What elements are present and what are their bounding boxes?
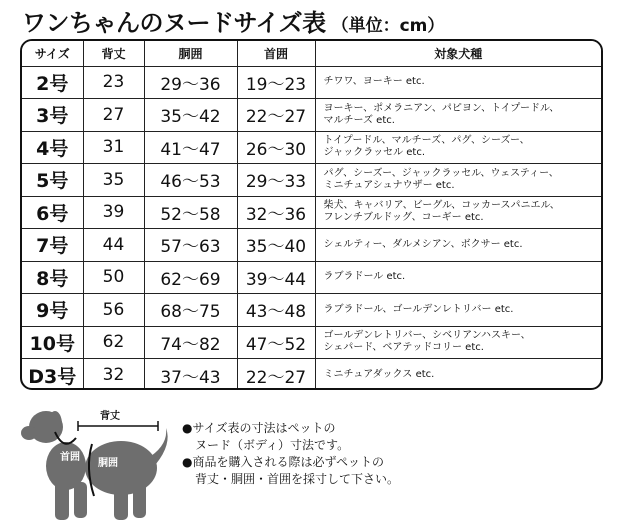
chest-girth-cell: 52〜58 — [144, 196, 237, 229]
table-row — [22, 294, 601, 327]
table-row — [22, 66, 601, 99]
table-row — [22, 164, 601, 197]
size-table-container — [20, 39, 603, 390]
page-title — [22, 3, 444, 37]
back-length-cell: 27 — [83, 99, 144, 132]
neck-girth-label: 首囲 — [60, 452, 80, 463]
note-line-1: ●サイズ表の寸法はペットの — [182, 421, 336, 435]
size-cell: 4号 — [22, 131, 83, 164]
header-neck-girth: 首囲 — [237, 41, 315, 66]
size-table — [22, 41, 601, 390]
table-row — [22, 359, 601, 391]
back-length-cell: 50 — [83, 261, 144, 294]
breeds-cell — [315, 261, 601, 294]
size-cell: 3号 — [22, 99, 83, 132]
size-cell: 8号 — [22, 261, 83, 294]
neck-girth-cell: 47〜52 — [237, 326, 315, 359]
breed-line: ミニチュアダックス etc. — [323, 369, 435, 380]
table-row — [22, 196, 601, 229]
breed-line: ラブラドール、ゴールデンレトリバー etc. — [323, 303, 514, 315]
measurement-notes — [182, 420, 602, 488]
neck-girth-cell: 39〜44 — [237, 261, 315, 294]
breeds-cell — [315, 359, 601, 391]
back-length-cell: 56 — [83, 294, 144, 327]
neck-girth-cell: 22〜27 — [237, 99, 315, 132]
neck-girth-cell: 19〜23 — [237, 66, 315, 99]
size-cell: 9号 — [22, 294, 83, 327]
back-length-label: 背丈 — [100, 411, 120, 422]
header-chest-girth: 胴囲 — [144, 41, 237, 66]
size-cell: 7号 — [22, 229, 83, 262]
header-size: サイズ — [22, 41, 83, 66]
title-unit: （単位：cm） — [331, 16, 445, 36]
table-row — [22, 229, 601, 262]
breed-line: パグ、シーズー、ジャックラッセル、ウェスティー、 — [323, 167, 559, 179]
chest-girth-cell: 41〜47 — [144, 131, 237, 164]
breed-line: トイプードル、マルチーズ、パグ、シーズー、 — [323, 135, 530, 147]
table-header-row — [22, 41, 601, 66]
breed-line: ミニチュアシュナウザー etc. — [323, 179, 455, 191]
neck-girth-cell: 22〜27 — [237, 359, 315, 391]
breed-line: ジャックラッセル etc. — [323, 147, 426, 159]
note-line-2: ヌード（ボディ）寸法です。 — [195, 438, 350, 452]
breed-line: ゴールデンレトリバー、シベリアンハスキー、 — [323, 330, 531, 342]
breeds-cell — [315, 66, 601, 99]
table-row — [22, 326, 601, 359]
table-row — [22, 99, 601, 132]
breeds-cell — [315, 164, 601, 197]
size-cell: D3号 — [22, 359, 83, 391]
breed-line: チワワ、ヨーキー etc. — [323, 76, 425, 88]
chest-girth-cell: 68〜75 — [144, 294, 237, 327]
note-line-3: ●商品を購入される際は必ずペットの — [182, 455, 384, 469]
title-main: ワンちゃんのヌードサイズ表 — [22, 9, 326, 37]
neck-girth-cell: 26〜30 — [237, 131, 315, 164]
table-row — [22, 261, 601, 294]
neck-girth-cell: 29〜33 — [237, 164, 315, 197]
table-row — [22, 131, 601, 164]
breeds-cell — [315, 99, 601, 132]
breeds-cell — [315, 326, 601, 359]
back-length-cell: 62 — [83, 326, 144, 359]
size-table-body — [22, 66, 601, 390]
chest-girth-cell: 29〜36 — [144, 66, 237, 99]
breeds-cell — [315, 294, 601, 327]
back-length-cell: 39 — [83, 196, 144, 229]
chest-girth-label: 胴囲 — [98, 458, 118, 469]
breed-line: フレンチブルドッグ、コーギー etc. — [323, 212, 484, 224]
dog-measurement-diagram — [18, 400, 178, 525]
back-length-cell: 35 — [83, 164, 144, 197]
neck-girth-cell: 43〜48 — [237, 294, 315, 327]
breeds-cell — [315, 229, 601, 262]
breeds-cell — [315, 196, 601, 229]
breed-line: マルチーズ etc. — [323, 114, 395, 126]
breed-line: シェパード、ベアテッドコリー etc. — [323, 342, 484, 354]
size-cell: 5号 — [22, 164, 83, 197]
neck-girth-cell: 32〜36 — [237, 196, 315, 229]
chest-girth-cell: 74〜82 — [144, 326, 237, 359]
back-length-cell: 44 — [83, 229, 144, 262]
size-cell: 2号 — [22, 66, 83, 99]
back-length-cell: 32 — [83, 359, 144, 391]
header-back-length: 背丈 — [83, 41, 144, 66]
size-cell: 6号 — [22, 196, 83, 229]
chest-girth-cell: 46〜53 — [144, 164, 237, 197]
dog-silhouette — [21, 411, 168, 520]
breeds-cell — [315, 131, 601, 164]
breed-line: ラブラドール etc. — [323, 271, 406, 283]
breed-line: シェルティー、ダルメシアン、ボクサー etc. — [323, 238, 523, 250]
chest-girth-cell: 57〜63 — [144, 229, 237, 262]
back-length-cell: 23 — [83, 66, 144, 99]
chest-girth-cell: 62〜69 — [144, 261, 237, 294]
note-line-4: 背丈・胴囲・首囲を採寸して下さい。 — [195, 472, 400, 486]
header-target-breeds: 対象犬種 — [315, 41, 601, 66]
breed-line: ヨーキー、ポメラニアン、パピヨン、トイプードル、 — [323, 102, 560, 114]
breed-line: 柴犬、キャバリア、ビーグル、コッカースパニエル、 — [323, 200, 560, 212]
neck-girth-cell: 35〜40 — [237, 229, 315, 262]
size-cell: 10号 — [22, 326, 83, 359]
chest-girth-cell: 37〜43 — [144, 359, 237, 391]
chest-girth-cell: 35〜42 — [144, 99, 237, 132]
back-length-cell: 31 — [83, 131, 144, 164]
